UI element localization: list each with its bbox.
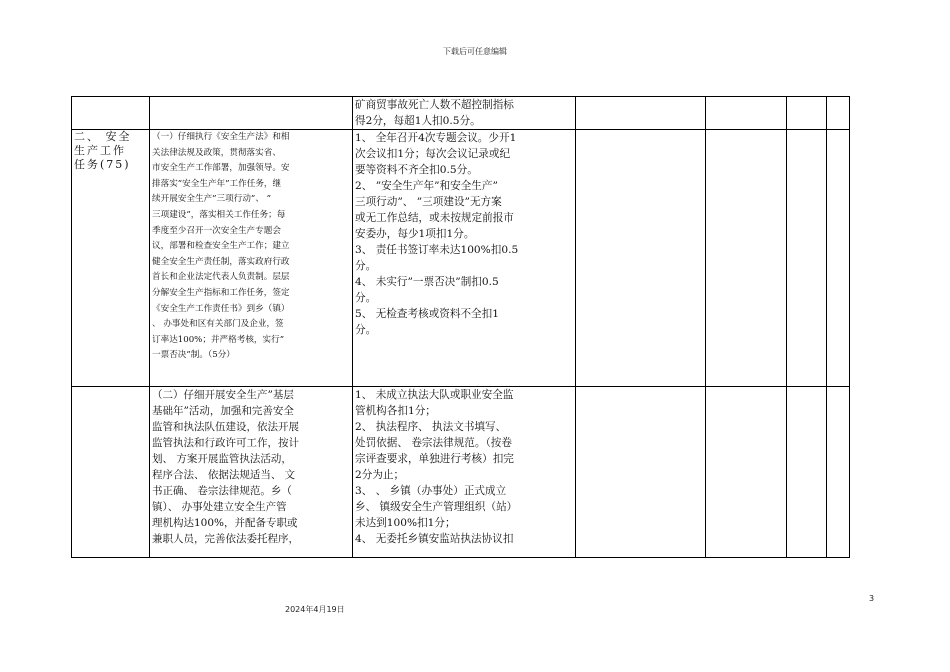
requirement-cell: [150, 387, 353, 558]
category-cell: [72, 387, 150, 558]
standard-line: 1、 全年召开4次专题会议。少开1: [355, 132, 517, 144]
blank-cell: [787, 130, 827, 387]
blank-cell: [706, 130, 787, 387]
header-note: 下载后可任意编辑: [443, 47, 507, 56]
standard-line: 或无工作总结，或未按规定前报市: [355, 212, 514, 224]
requirement-cell: [150, 97, 353, 130]
footer-date: 2024年4月19日: [285, 605, 345, 614]
table-row: [72, 130, 850, 387]
category-cell: [72, 130, 150, 387]
requirement-cell: [150, 130, 353, 387]
standard-line: 处罚依据、 卷宗法律规范。（按卷: [355, 437, 512, 449]
blank-cell: [827, 387, 850, 558]
blank-cell: [576, 97, 706, 130]
standard-cell: [353, 387, 576, 558]
blank-cell: [827, 130, 850, 387]
blank-cell: [576, 130, 706, 387]
requirement-line: 监管和执法队伍建设，依法开展: [152, 421, 299, 433]
standard-line: 乡、 镇级安全生产管理组织（站）: [355, 501, 518, 513]
requirement-line: 健全安全生产责任制，落实政府行政: [152, 256, 290, 267]
blank-cell: [787, 97, 827, 130]
blank-cell: [706, 387, 787, 558]
requirement-line: 订率达100%；并严格考核，实行”: [152, 334, 285, 345]
standard-line: 2、 ”安全生产年”和安全生产”: [355, 180, 498, 192]
category-cell: [72, 97, 150, 130]
standard-line: 三项行动”、 ”三项建设”无方案: [355, 196, 502, 208]
requirement-line: 划、 方案开展监管执法活动，: [152, 453, 292, 465]
requirement-line: 三项建设”，落实相关工作任务；每: [152, 209, 286, 220]
evaluation-table: [71, 96, 850, 558]
standard-line: 安委办，每少1项扣1分。: [355, 228, 475, 240]
requirement-line: 首长和企业法定代表人负责制。层层: [152, 272, 290, 283]
requirement-line: 排落实”安全生产年”工作任务，继: [152, 178, 282, 189]
requirement-line: 书正确、 卷宗法律规范。乡（: [152, 485, 292, 497]
requirement-line: （一）仔细执行《安全生产法》和相: [152, 132, 290, 142]
standard-cell: [353, 130, 576, 387]
blank-cell: [787, 387, 827, 558]
standard-cell: [353, 97, 576, 130]
standard-line: 分。: [355, 260, 377, 272]
standard-line: 4、 未实行”一票否决”制扣0.5: [355, 276, 499, 288]
requirement-line: 市安全生产工作部署，加强领导。安: [152, 163, 290, 174]
requirement-line: 关法律法规及政策，贯彻落实省、: [152, 147, 281, 158]
blank-cell: [706, 97, 787, 130]
requirement-line: 分解安全生产指标和工作任务，签定: [152, 287, 290, 298]
table-row: [72, 387, 850, 558]
standard-line: 得2分，每超1人扣0.5分。: [355, 115, 481, 127]
requirement-line: 监管执法和行政许可工作，按计: [152, 437, 299, 449]
standard-line: 3、 责任书签订率未达100%扣0.5: [355, 244, 519, 256]
standard-line: 次会议扣1分；每次会议记录或纪: [355, 148, 511, 160]
requirement-line: 续开展安全生产”三项行动”、 ”: [152, 194, 272, 205]
standard-line: 矿商贸事故死亡人数不超控制指标: [355, 99, 514, 111]
category-line: 生产工作: [74, 144, 126, 157]
requirement-line: 基础年”活动，加强和完善安全: [152, 405, 294, 417]
standard-line: 2、 执法程序、 执法文书填写、: [355, 421, 507, 433]
requirement-line: 理机构达100%，并配备专职或: [152, 517, 298, 529]
standard-line: 宗评查要求，单独进行考核）扣完: [355, 453, 514, 465]
standard-line: 管机构各扣1分；: [355, 405, 436, 417]
requirement-line: 季度至少召开一次安全生产专题会: [152, 225, 281, 236]
standard-line: 4、 无委托乡镇安监站执法协议扣: [355, 533, 514, 545]
blank-cell: [827, 97, 850, 130]
requirement-line: 兼职人员，完善依法委托程序，: [152, 533, 299, 545]
standard-line: 2分为止；: [355, 469, 405, 481]
page-number: 3: [869, 594, 875, 603]
requirement-line: 议，部署和检查安全生产工作；建立: [152, 241, 290, 252]
requirement-line: 程序合法、 依据法规适当、 文: [152, 469, 296, 481]
standard-line: 未达到100%扣1分；: [355, 517, 456, 529]
standard-line: 分。: [355, 292, 377, 304]
requirement-line: （二）仔细开展安全生产”基层: [152, 389, 294, 401]
standard-line: 要等资料不齐全扣0.5分。: [355, 164, 478, 176]
requirement-line: 、 办事处和区有关部门及企业，签: [152, 319, 284, 330]
requirement-line: 《安全生产工作责任书》到乡（镇）: [152, 303, 290, 314]
requirement-line: 一票否决”制。（5分）: [152, 350, 235, 361]
requirement-line: 镇）、 办事处建立安全生产管: [152, 501, 287, 513]
category-line: 二、 安全: [74, 130, 132, 143]
standard-line: 3、 、 乡镇（办事处）正式成立: [355, 485, 507, 497]
table-row: [72, 97, 850, 130]
standard-line: 5、 无检查考核或资料不全扣1: [355, 308, 499, 320]
blank-cell: [576, 387, 706, 558]
standard-line: 1、 未成立执法大队或职业安全监: [355, 389, 514, 401]
standard-line: 分。: [355, 324, 377, 336]
category-line: 任务(75): [74, 158, 131, 171]
